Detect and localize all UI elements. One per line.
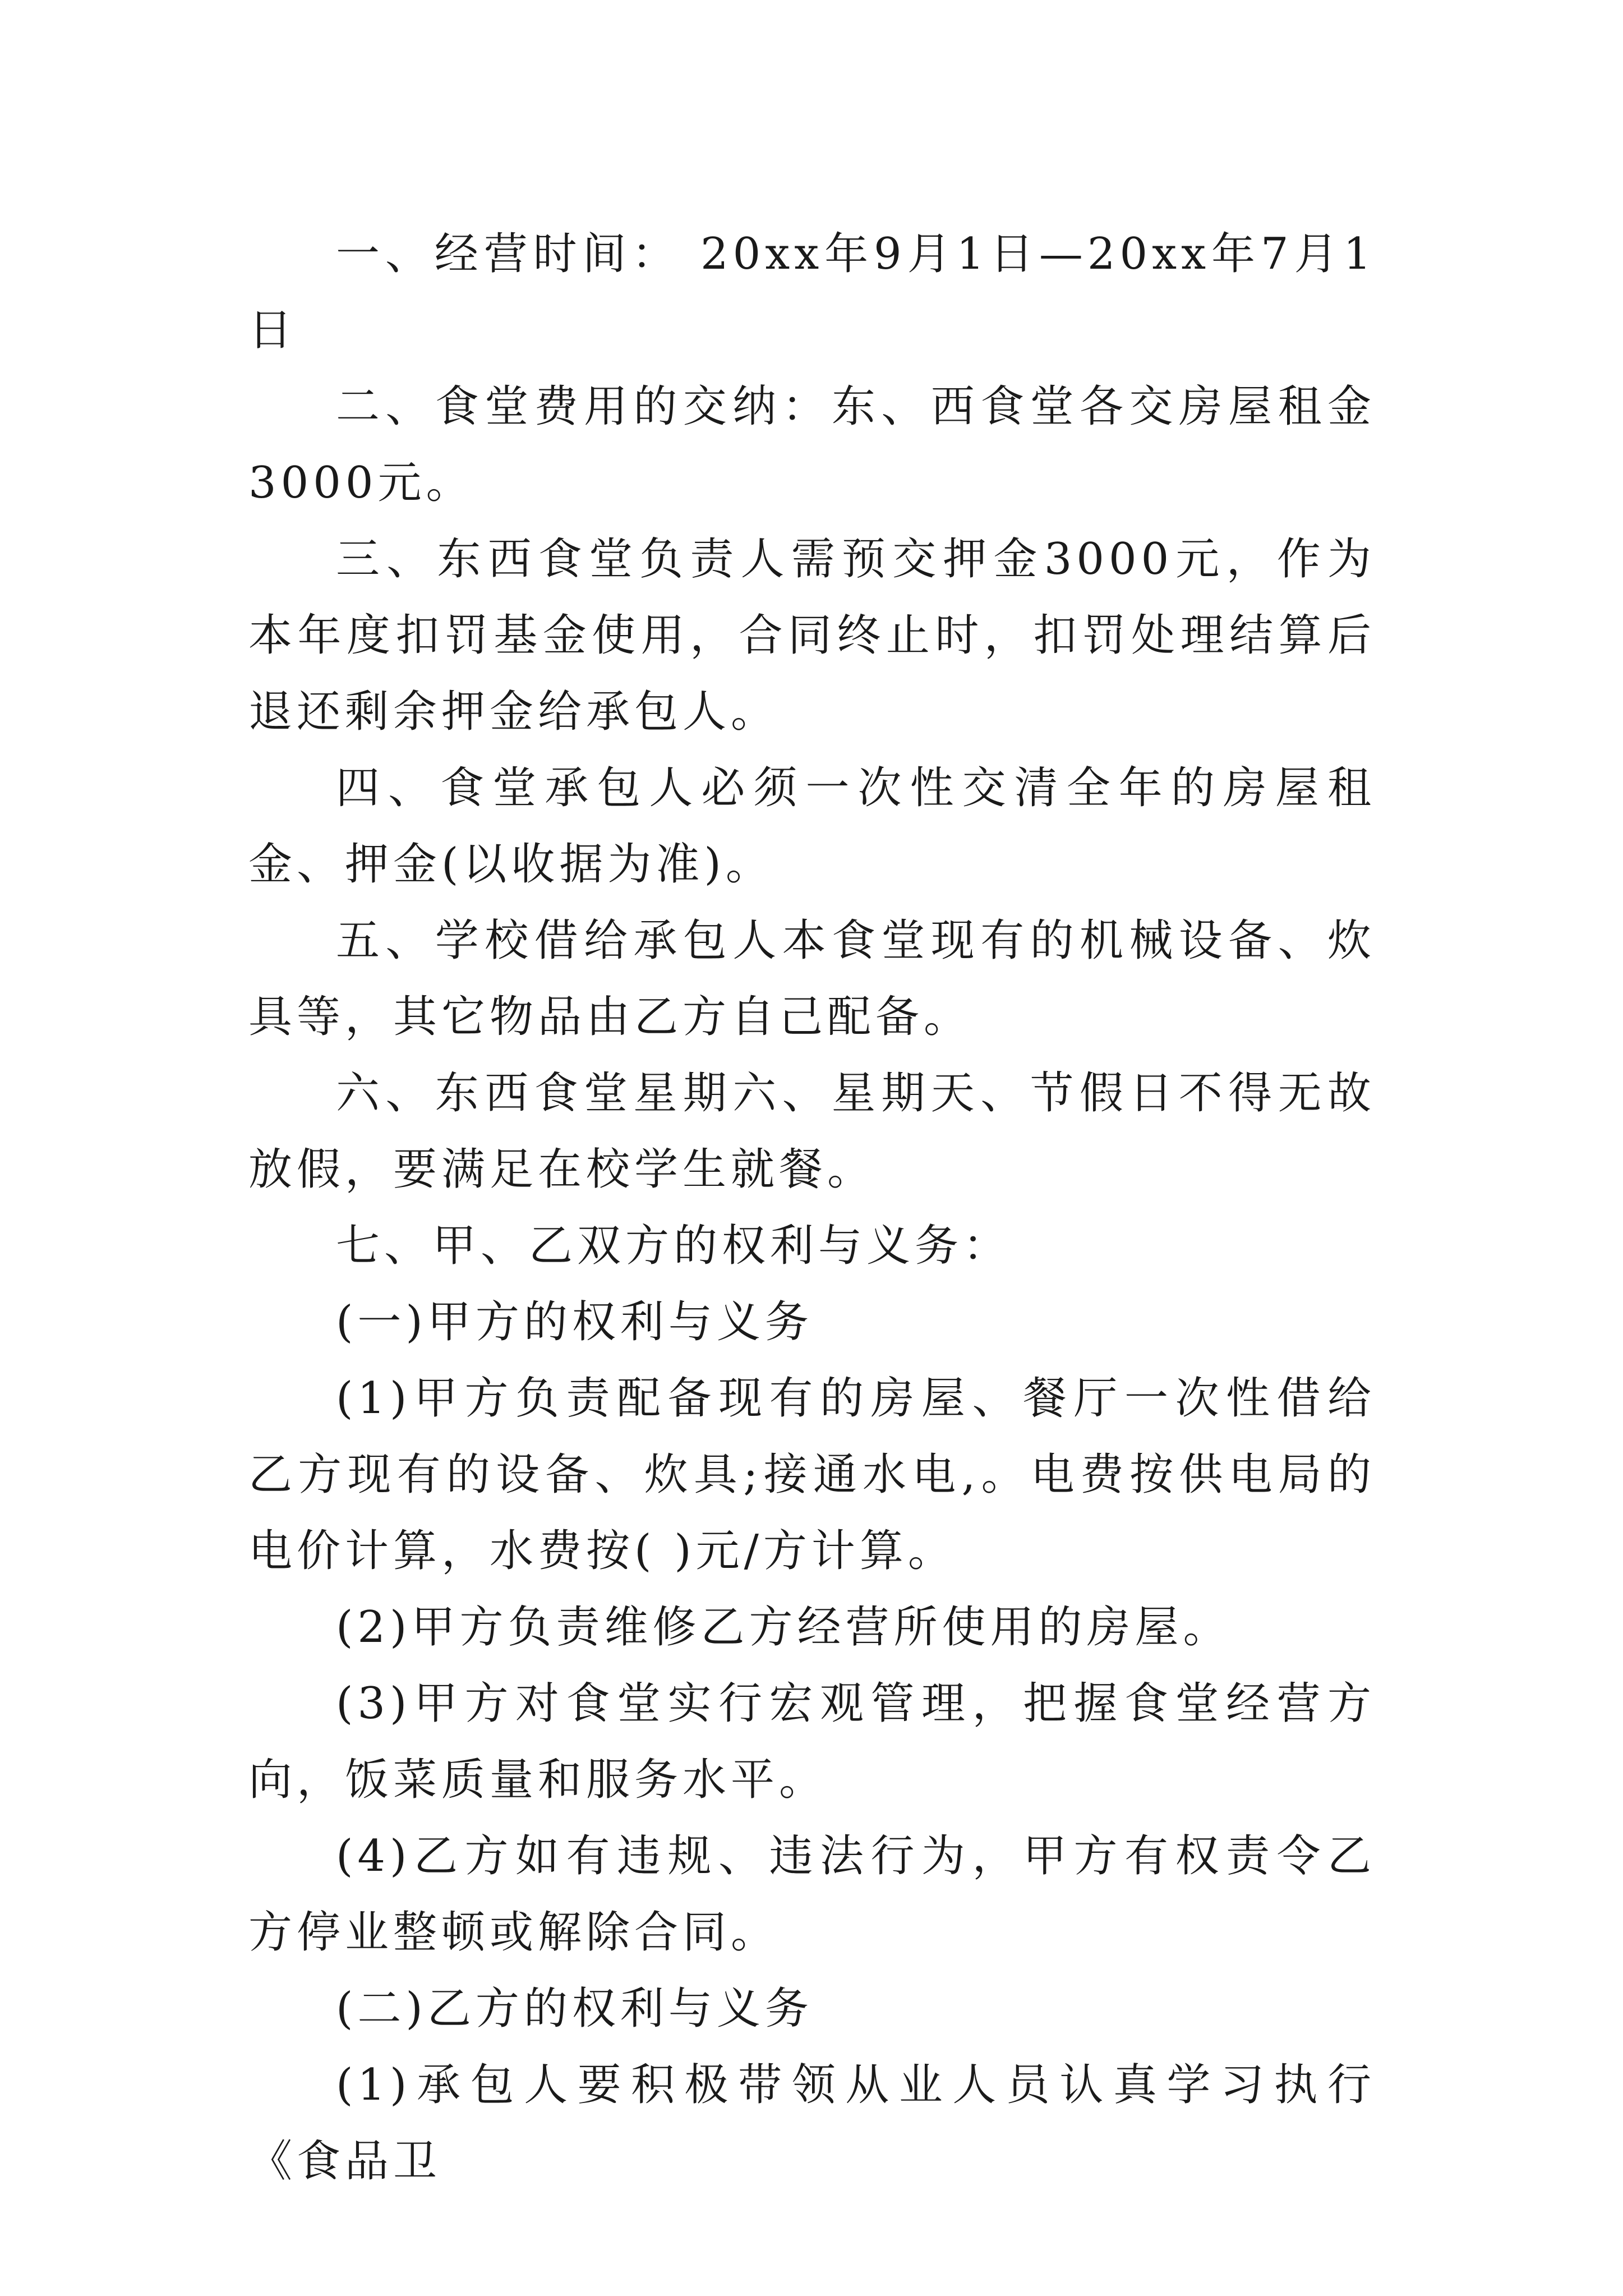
party-a-item-4: (4)乙方如有违规、违法行为，甲方有权责令乙方停业整顿或解除合同。 [248,1831,1376,1958]
clause-rights-obligations: 七、甲、乙双方的权利与义务： [336,1221,1012,1271]
clause-equipment-loan: 五、学校借给承包人本食堂现有的机械设备、炊具等，其它物品由乙方自己配备。 [248,915,1376,1042]
section-party-b: (二)乙方的权利与义务 [336,1984,813,2034]
document-body [248,216,1376,2200]
party-a-item-3: (3)甲方对食堂实行宏观管理，把握食堂经营方向，饭菜质量和服务水平。 [248,1678,1376,1805]
clause-canteen-fees: 二、食堂费用的交纳：东、西食堂各交房屋租金3000元。 [248,381,1376,508]
party-b-item-1: (1)承包人要积极带领从业人员认真学习执行《食品卫 [248,2060,1376,2187]
clause-one-time-payment: 四、食堂承包人必须一次性交清全年的房屋租金、押金(以收据为准)。 [248,763,1376,890]
clause-no-holiday-closure: 六、东西食堂星期六、星期天、节假日不得无故放假，要满足在校学生就餐。 [248,1068,1376,1195]
party-a-item-1: (1)甲方负责配备现有的房屋、餐厅一次性借给乙方现有的设备、炊具;接通水电,。电费按供电局的电价计算，水费按( )元/方计算。 [248,1373,1376,1576]
clause-deposit: 三、东西食堂负责人需预交押金3000元，作为本年度扣罚基金使用，合同终止时，扣罚处理结算后退还剩余押金给承包人。 [248,534,1376,737]
clause-operating-time: 一、经营时间： 20xx年9月1日—20xx年7月1日 [248,229,1376,356]
section-party-a: (一)甲方的权利与义务 [336,1297,813,1347]
party-a-item-2: (2)甲方负责维修乙方经营所使用的房屋。 [336,1602,1232,1653]
